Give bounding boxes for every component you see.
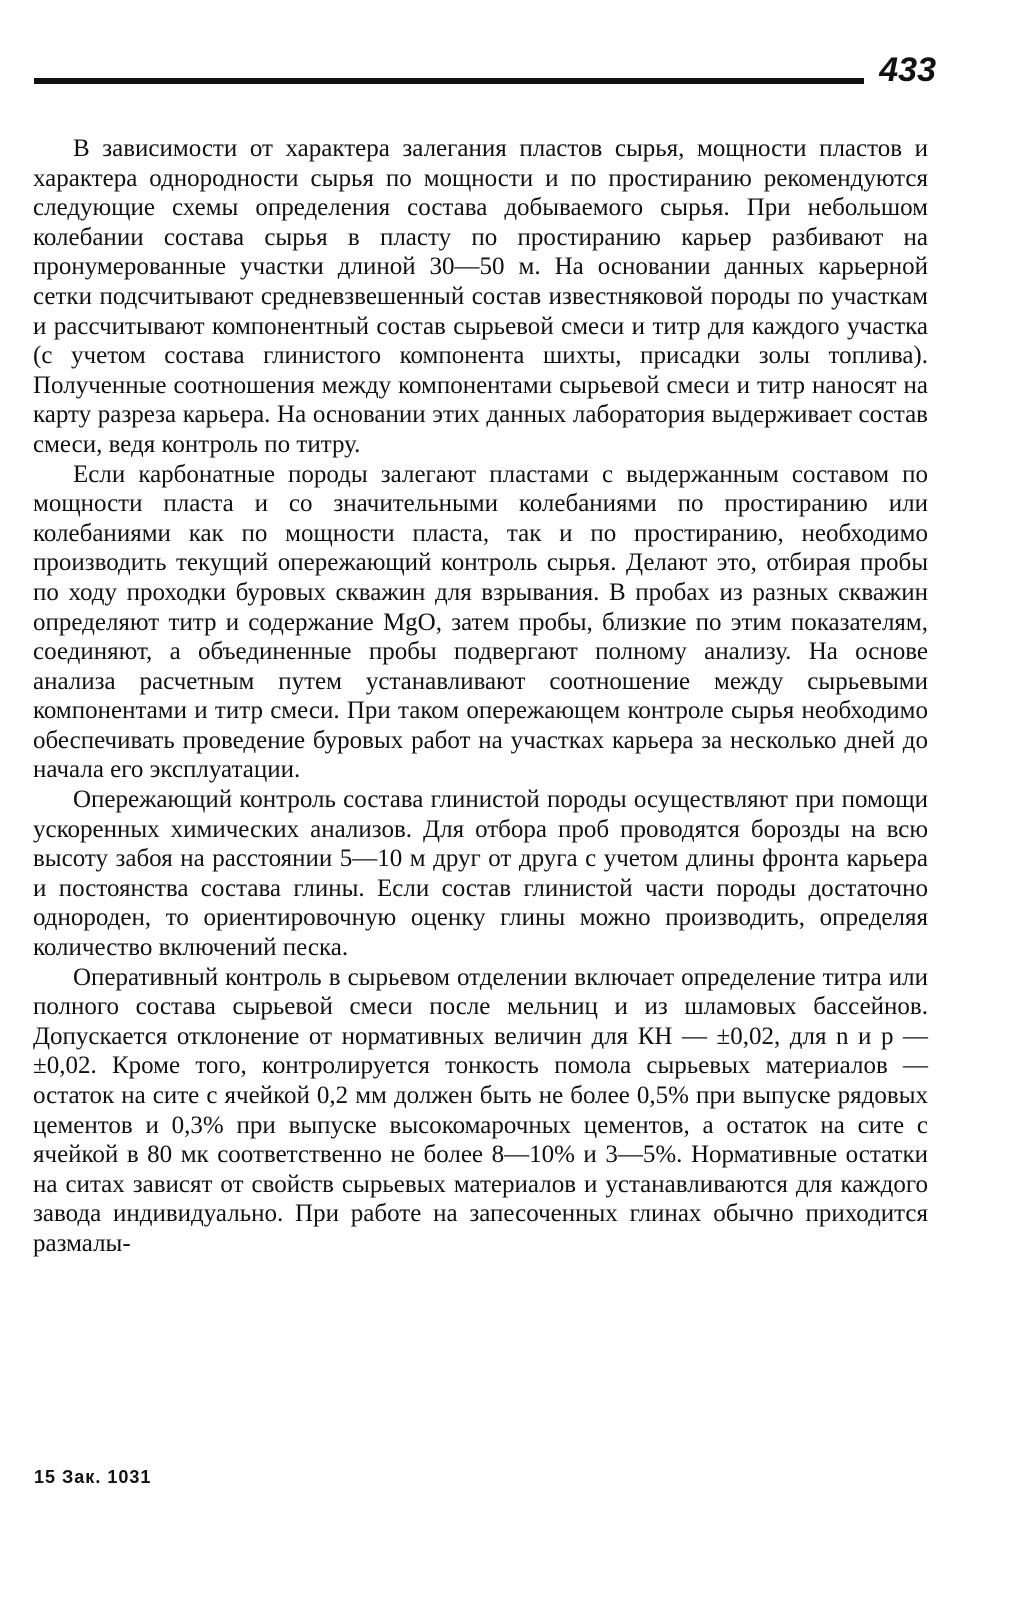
printer-signature: 15 Зак. 1031 bbox=[34, 1467, 152, 1487]
paragraph-operational-control: Оперативный контроль в сырьевом отделении включает определение титра или полного состава сырьевой смеси после мельниц и из шламовых бассейнов. Допускается отклонение от нормативных величин для КН — ±0,02, для n и p — ±0,02. Кроме того, контролируется тонкость помола сырьевых материалов — остаток на сите с ячейкой 0,2 мм должен быть не более 0,5% при выпуске рядовых цементов и 0,3% при выпуске высокомарочных цементов, а остаток на сите с ячейкой в 80 мк соответственно не более 8—10% и 3—5%. Нормативные остатки на ситах зависят от свойств сырьевых материалов и устанавливаются для каждого завода индивидуально. При работе на запесоченных глинах обычно приходится размалы- bbox=[33, 963, 928, 1257]
page-number: 433 bbox=[879, 51, 936, 89]
paragraph-raw-material-schemes: В зависимости от характера залегания пластов сырья, мощности пластов и характера однородности сырья по мощности и по простиранию рекомендуются следующие схемы определения состава добываемого сырья. При небольшом колебании состава сырья в пласту по простиранию карьер разбивают на пронумерованные участки длиной 30—50 м. На основании данных карьерной сетки подсчитывают средневзвешенный состав известняковой породы по участкам и рассчитывают компонентный состав сырьевой смеси и титр для каждого участка (с учетом состава глинистого компонента шихты, присадки золы топлива). Полученные соотношения между компонентами сырьевой смеси и титр наносят на карту разреза карьера. На основании этих данных лаборатория выдерживает состав смеси, ведя контроль по титру. bbox=[33, 135, 928, 458]
body-text bbox=[33, 134, 928, 1259]
paragraph-clay-control: Опережающий контроль состава глинистой породы осуществляют при помощи ускоренных химических анализов. Для отбора проб проводятся борозды на всю высоту забоя на расстоянии 5—10 м друг от друга с учетом длины фронта карьера и постоянства состава глины. Если состав глинистой части породы достаточно однороден, то ориентировочную оценку глины можно производить, определяя количество включений песка. bbox=[33, 786, 928, 962]
header-rule bbox=[34, 78, 864, 84]
paragraph-carbonate-control: Если карбонатные породы залегают пластами с выдержанным составом по мощности пласта и со значительными колебаниями по простиранию или колебаниями как по мощности пласта, так и по простиранию, необходимо производить текущий опережающий контроль сырья. Делают это, отбирая пробы по ходу проходки буровых скважин для взрывания. В пробах из разных скважин определяют титр и содержание MgO, затем пробы, близкие по этим показателям, соединяют, а объединенные пробы подвергают полному анализу. На основе анализа расчетным путем устанавливают соотношение между сырьевыми компонентами и титр смеси. При таком опережающем контроле сырья необходимо обеспечивать проведение буровых работ на участках карьера за несколько дней до начала его эксплуатации. bbox=[33, 460, 928, 784]
